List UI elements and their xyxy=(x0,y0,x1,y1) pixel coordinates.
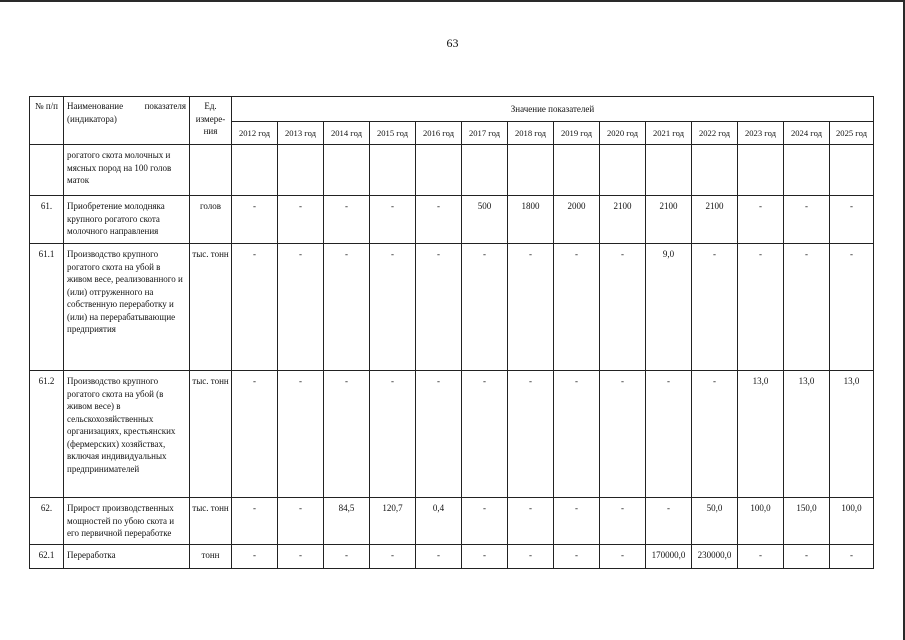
value-cell: - xyxy=(370,244,416,371)
value-cell: - xyxy=(324,196,370,244)
value-cell xyxy=(830,145,874,196)
row-indicator-name: Приобретение молодняка крупного рогатого скота молочного направления xyxy=(64,196,190,244)
value-cell: 1800 xyxy=(508,196,554,244)
table-body xyxy=(30,145,874,569)
header-year: 2017 год xyxy=(462,122,508,145)
value-cell: - xyxy=(554,244,600,371)
header-year: 2024 год xyxy=(784,122,830,145)
value-cell: - xyxy=(600,544,646,568)
page-number: 63 xyxy=(446,36,459,50)
value-cell: - xyxy=(784,544,830,568)
header-year: 2012 год xyxy=(232,122,278,145)
row-indicator-name: Прирост производственных мощностей по убою скота и его первичной переработке xyxy=(64,498,190,545)
value-cell: 500 xyxy=(462,196,508,244)
value-cell xyxy=(646,145,692,196)
header-year: 2023 год xyxy=(738,122,784,145)
value-cell xyxy=(324,145,370,196)
value-cell xyxy=(692,145,738,196)
value-cell: - xyxy=(508,371,554,498)
row-unit: тонн xyxy=(190,544,232,568)
value-cell: - xyxy=(508,544,554,568)
value-cell: - xyxy=(416,544,462,568)
value-cell: - xyxy=(508,498,554,545)
header-values-group: Значение показателей xyxy=(232,97,874,122)
value-cell xyxy=(416,145,462,196)
value-cell: 9,0 xyxy=(646,244,692,371)
value-cell xyxy=(278,145,324,196)
value-cell: - xyxy=(462,371,508,498)
header-year: 2022 год xyxy=(692,122,738,145)
row-number: 62. xyxy=(30,498,64,545)
value-cell: 84,5 xyxy=(324,498,370,545)
value-cell: - xyxy=(830,544,874,568)
header-year: 2025 год xyxy=(830,122,874,145)
row-number: 61.1 xyxy=(30,244,64,371)
value-cell: - xyxy=(232,196,278,244)
value-cell: - xyxy=(278,196,324,244)
value-cell: - xyxy=(692,244,738,371)
table-row xyxy=(30,544,874,568)
value-cell: 13,0 xyxy=(738,371,784,498)
value-cell xyxy=(508,145,554,196)
table-row xyxy=(30,244,874,371)
table-row xyxy=(30,145,874,196)
value-cell: - xyxy=(600,498,646,545)
row-unit: тыс. тонн xyxy=(190,371,232,498)
value-cell: 120,7 xyxy=(370,498,416,545)
value-cell xyxy=(462,145,508,196)
row-number: 62.1 xyxy=(30,544,64,568)
value-cell: - xyxy=(278,371,324,498)
scan-edge-top xyxy=(0,0,905,2)
header-year: 2020 год xyxy=(600,122,646,145)
header-year: 2018 год xyxy=(508,122,554,145)
value-cell: 100,0 xyxy=(738,498,784,545)
value-cell: - xyxy=(324,244,370,371)
value-cell: - xyxy=(462,244,508,371)
indicators-table xyxy=(29,96,874,569)
row-indicator-name: Переработка xyxy=(64,544,190,568)
value-cell: - xyxy=(232,244,278,371)
value-cell: - xyxy=(278,244,324,371)
value-cell: - xyxy=(462,544,508,568)
value-cell: 230000,0 xyxy=(692,544,738,568)
value-cell: - xyxy=(646,371,692,498)
value-cell: - xyxy=(738,196,784,244)
value-cell: - xyxy=(416,371,462,498)
value-cell: - xyxy=(232,371,278,498)
value-cell: 2100 xyxy=(692,196,738,244)
value-cell: - xyxy=(738,544,784,568)
value-cell xyxy=(600,145,646,196)
table-row xyxy=(30,371,874,498)
value-cell: 13,0 xyxy=(784,371,830,498)
value-cell: - xyxy=(370,371,416,498)
value-cell: - xyxy=(600,371,646,498)
row-indicator-name: Производство крупного рогатого скота на убой (в живом весе) в сельскохозяйственных организациях, крестьянских (фермерских) хозяйствах, включая индивидуальных предпринимателей xyxy=(64,371,190,498)
value-cell: - xyxy=(646,498,692,545)
value-cell: - xyxy=(324,371,370,498)
value-cell: 2100 xyxy=(646,196,692,244)
header-name xyxy=(64,97,190,145)
value-cell: - xyxy=(416,196,462,244)
header-year: 2013 год xyxy=(278,122,324,145)
value-cell: - xyxy=(370,196,416,244)
value-cell: - xyxy=(692,371,738,498)
table-row xyxy=(30,196,874,244)
row-unit xyxy=(190,145,232,196)
header-unit: Ед. измере-ния xyxy=(190,97,232,145)
value-cell: - xyxy=(830,244,874,371)
row-indicator-name: Производство крупного рогатого скота на убой в живом весе, реализованного и (или) отгруженного на собственную переработку и (или) на перерабатывающие предприятия xyxy=(64,244,190,371)
row-number: 61. xyxy=(30,196,64,244)
value-cell: - xyxy=(600,244,646,371)
value-cell: - xyxy=(508,244,554,371)
value-cell xyxy=(554,145,600,196)
value-cell: - xyxy=(738,244,784,371)
value-cell: 2000 xyxy=(554,196,600,244)
value-cell: 0,4 xyxy=(416,498,462,545)
row-indicator-name: рогатого скота молочных и мясных пород на 100 голов маток xyxy=(64,145,190,196)
value-cell: - xyxy=(416,244,462,371)
header-name-text: Наименование показателя (индикатора) xyxy=(67,101,186,124)
row-unit: тыс. тонн xyxy=(190,498,232,545)
value-cell: 150,0 xyxy=(784,498,830,545)
value-cell xyxy=(738,145,784,196)
header-year: 2019 год xyxy=(554,122,600,145)
value-cell: 170000,0 xyxy=(646,544,692,568)
header-num: № п/п xyxy=(30,97,64,145)
row-unit: голов xyxy=(190,196,232,244)
value-cell: - xyxy=(784,244,830,371)
table-row xyxy=(30,498,874,545)
value-cell: - xyxy=(554,544,600,568)
value-cell: 13,0 xyxy=(830,371,874,498)
value-cell: 50,0 xyxy=(692,498,738,545)
value-cell: - xyxy=(278,498,324,545)
value-cell: - xyxy=(462,498,508,545)
value-cell: - xyxy=(370,544,416,568)
row-number xyxy=(30,145,64,196)
header-year: 2021 год xyxy=(646,122,692,145)
header-year: 2015 год xyxy=(370,122,416,145)
value-cell: 2100 xyxy=(600,196,646,244)
row-number: 61.2 xyxy=(30,371,64,498)
header-year: 2016 год xyxy=(416,122,462,145)
row-unit: тыс. тонн xyxy=(190,244,232,371)
value-cell: - xyxy=(232,544,278,568)
value-cell xyxy=(370,145,416,196)
value-cell xyxy=(784,145,830,196)
value-cell: - xyxy=(232,498,278,545)
value-cell: - xyxy=(554,498,600,545)
value-cell: - xyxy=(554,371,600,498)
header-year: 2014 год xyxy=(324,122,370,145)
value-cell xyxy=(232,145,278,196)
value-cell: - xyxy=(830,196,874,244)
value-cell: - xyxy=(278,544,324,568)
value-cell: - xyxy=(324,544,370,568)
value-cell: 100,0 xyxy=(830,498,874,545)
value-cell: - xyxy=(784,196,830,244)
